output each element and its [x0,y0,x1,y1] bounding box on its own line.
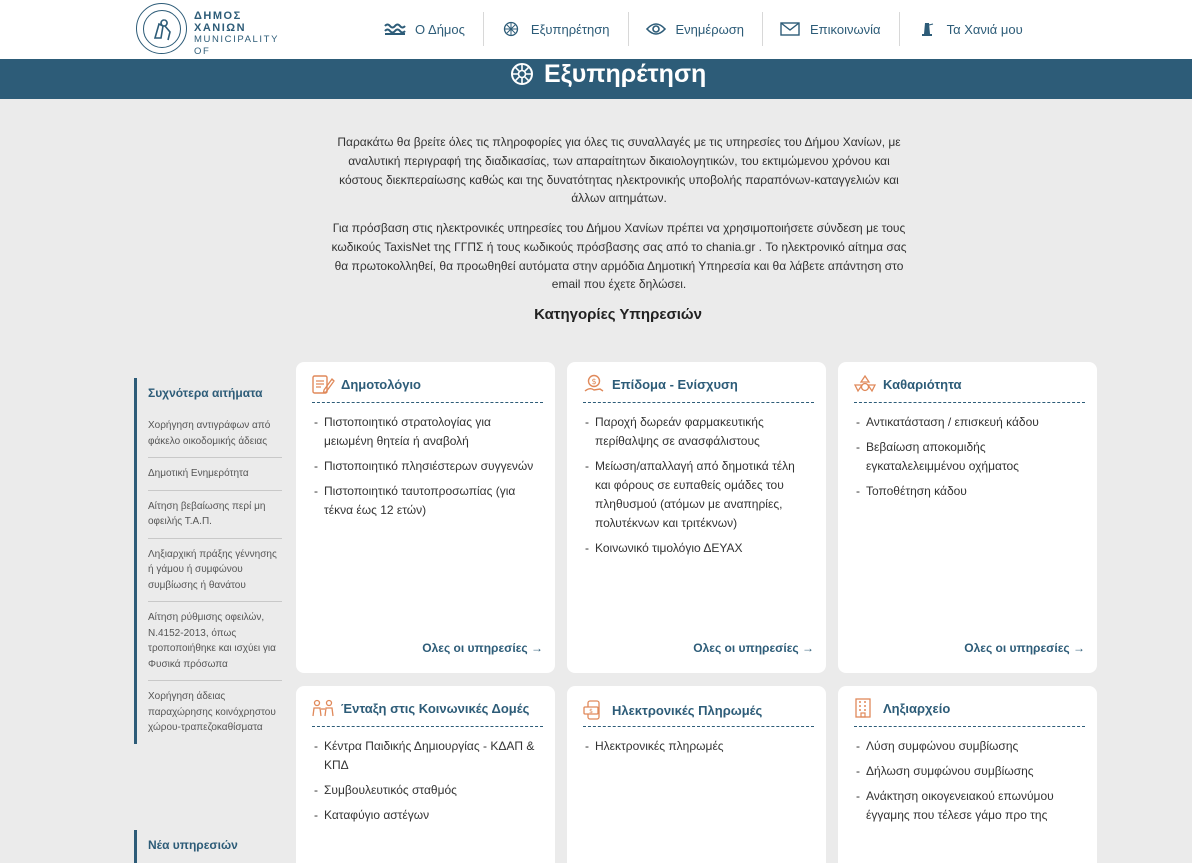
category-card-registry-office [838,686,1097,863]
service-link[interactable]: - Βεβαίωση αποκομιδής εγκαταλελειμμένου οχήματος [856,438,1083,476]
nav-item-service[interactable] [484,12,629,46]
svg-text:$: $ [591,377,597,386]
category-card-registry [296,362,555,673]
service-link[interactable]: - Ανάκτηση οικογενειακού επωνύμου έγγαμης που τέλεσε γάμο προ της [856,787,1083,825]
service-link[interactable]: - Συμβουλευτικός σταθμός [314,781,541,800]
section-title: Κατηγορίες Υπηρεσιών [534,306,702,323]
service-link[interactable]: - Λύση συμφώνου συμβίωσης [856,737,1083,756]
category-card-cleaning [838,362,1097,673]
nav-item-contact[interactable] [763,12,900,46]
card-title[interactable]: Καθαριότητα [883,376,962,392]
logo-line-1: ΔΗΜΟΣ ΧΑΝΙΩΝ [194,10,247,34]
site-header [0,0,1192,59]
recycle-icon [853,373,877,395]
phone-payment-icon [582,699,606,721]
service-link[interactable]: - Αντικατάσταση / επισκευή κάδου [856,413,1083,432]
service-link[interactable]: - Πιστοποιητικό στρατολογίας για μειωμένη θητεία ή αναβολή [314,413,541,451]
service-icon [510,62,534,86]
nav-item-my-chania[interactable] [900,12,1041,46]
envelope-icon [779,21,801,37]
sidebar-heading: Νέα υπηρεσιών [148,838,238,852]
building-icon [853,697,877,719]
nav-label: Ενημέρωση [675,21,745,37]
svg-text:$: $ [589,708,593,715]
all-services-link[interactable]: Ολες οι υπηρεσίες → [693,641,814,655]
nav-label: Επικοινωνία [810,21,881,37]
category-card-social-structures [296,686,555,863]
sidebar-item[interactable]: Δημοτική Ενημερότητα [148,458,282,491]
service-link[interactable]: - Πιστοποιητικό πλησιέστερων συγγενών [314,457,541,476]
eye-icon [645,21,667,37]
nav-label: Τα Χανιά μου [946,21,1023,37]
lighthouse-icon [916,21,938,37]
service-link[interactable]: - Παροχή δωρεάν φαρμακευτικής περίθαλψης σε ανασφάλιστους [585,413,812,451]
intro-paragraph-1: Παρακάτω θα βρείτε όλες τις πληροφορίες για όλες τις συναλλαγές με τις υπηρεσίες του Δήμου Χανίων, με αναλυτική περιγραφή της διαδικασίας, των απαραίτητων δικαιολογητικών, του εκτιμώμενου χρόνου και κόστους διεκπεραίωσης καθώς και της δυνατότητας ηλεκτρονικής υποβολής παραπόνων-καταγγελιών και άλλων αιτημάτων. [337,135,901,206]
logo-line-2: MUNICIPALITY OF [194,34,279,57]
service-link[interactable]: - Καταφύγιο αστέγων [314,806,541,825]
category-card-benefits [567,362,826,673]
service-link[interactable]: - Τοποθέτηση κάδου [856,482,1083,501]
card-title[interactable]: Ηλεκτρονικές Πληρωμές [612,702,763,718]
seal-icon [136,3,187,54]
service-link[interactable]: - Πιστοποιητικό ταυτοπροσωπίας (για τέκνα έως 12 ετών) [314,482,541,520]
nav-item-news[interactable] [629,12,764,46]
main-nav [368,12,1041,46]
waves-icon [384,21,406,37]
people-icon [311,697,335,719]
service-link[interactable]: - Κέντρα Παιδικής Δημιουργίας - ΚΔΑΠ & ΚΠΔ [314,737,541,775]
sidebar-item[interactable]: Ληξιαρχική πράξης γέννησης ή γάμου ή συμφώνου συμβίωσης ή θανάτου [148,539,282,603]
page-title: Εξυπηρέτηση [544,59,707,88]
sidebar-item[interactable]: Χορήγηση αντιγράφων από φάκελο οικοδομικής άδειας [148,410,282,458]
nav-item-municipality[interactable] [368,12,484,46]
document-pen-icon [311,373,335,395]
all-services-link[interactable]: Ολες οι υπηρεσίες → [964,641,1085,655]
sidebar-item[interactable]: Χορήγηση άδειας παραχώρησης κοινόχρηστου χώρου-τραπεζοκαθίσματα [148,691,276,733]
category-card-e-payments [567,686,826,863]
card-title[interactable]: Δημοτολόγιο [341,376,421,392]
sidebar-item[interactable]: Αίτηση βεβαίωσης περί μη οφειλής Τ.Α.Π. [148,491,282,539]
card-title[interactable]: Ληξιαρχείο [883,700,951,716]
service-link[interactable]: - Δήλωση συμφώνου συμβίωσης [856,762,1083,781]
card-title[interactable]: Ένταξη στις Κοινωνικές Δομές [341,700,530,716]
all-services-link[interactable]: Ολες οι υπηρεσίες → [422,641,543,655]
nav-label: Εξυπηρέτηση [530,21,610,37]
sidebar-frequent-requests [134,378,282,744]
intro-paragraph-2: Για πρόσβαση στις ηλεκτρονικές υπηρεσίες του Δήμου Χανίων πρέπει να χρησιμοποιήσετε σύνδεση με τους κωδικούς TaxisNet της ΓΓΠΣ ή τους κωδικούς πρόσβασης σας από το chania.gr . Το ηλεκτρονικό αίτημα σας θα πρωτοκολληθεί, θα προωθηθεί αυτόματα στην αρμόδια Δημοτική Υπηρεσία και θα λάβετε απάντηση στο email που έχετε δηλώσει. [331,221,907,292]
hand-coin-icon [582,373,606,395]
nav-label: Ο Δήμος [415,21,465,37]
sidebar-new-services [134,830,282,863]
sidebar-heading: Συχνότερα αιτήματα [148,386,263,400]
hero-bar [0,59,1192,99]
service-link[interactable]: - Ηλεκτρονικές πληρωμές [585,737,812,756]
service-icon [500,21,522,37]
municipality-logo[interactable] [136,3,296,55]
service-link[interactable]: - Κοινωνικό τιμολόγιο ΔΕΥΑΧ [585,539,812,558]
card-title[interactable]: Επίδομα - Ενίσχυση [612,376,738,392]
sidebar-item[interactable]: Αίτηση ρύθμισης οφειλών, Ν.4152-2013, όπως τροποποιήθηκε και ισχύει για Φυσικά πρόσωπα [148,602,282,681]
service-link[interactable]: - Μείωση/απαλλαγή από δημοτικά τέλη και φόρους σε ευπαθείς ομάδες του πληθυσμού (ατόμων με αναπηρίες, πολυτέκνων και τριτέκνων) [585,457,812,533]
